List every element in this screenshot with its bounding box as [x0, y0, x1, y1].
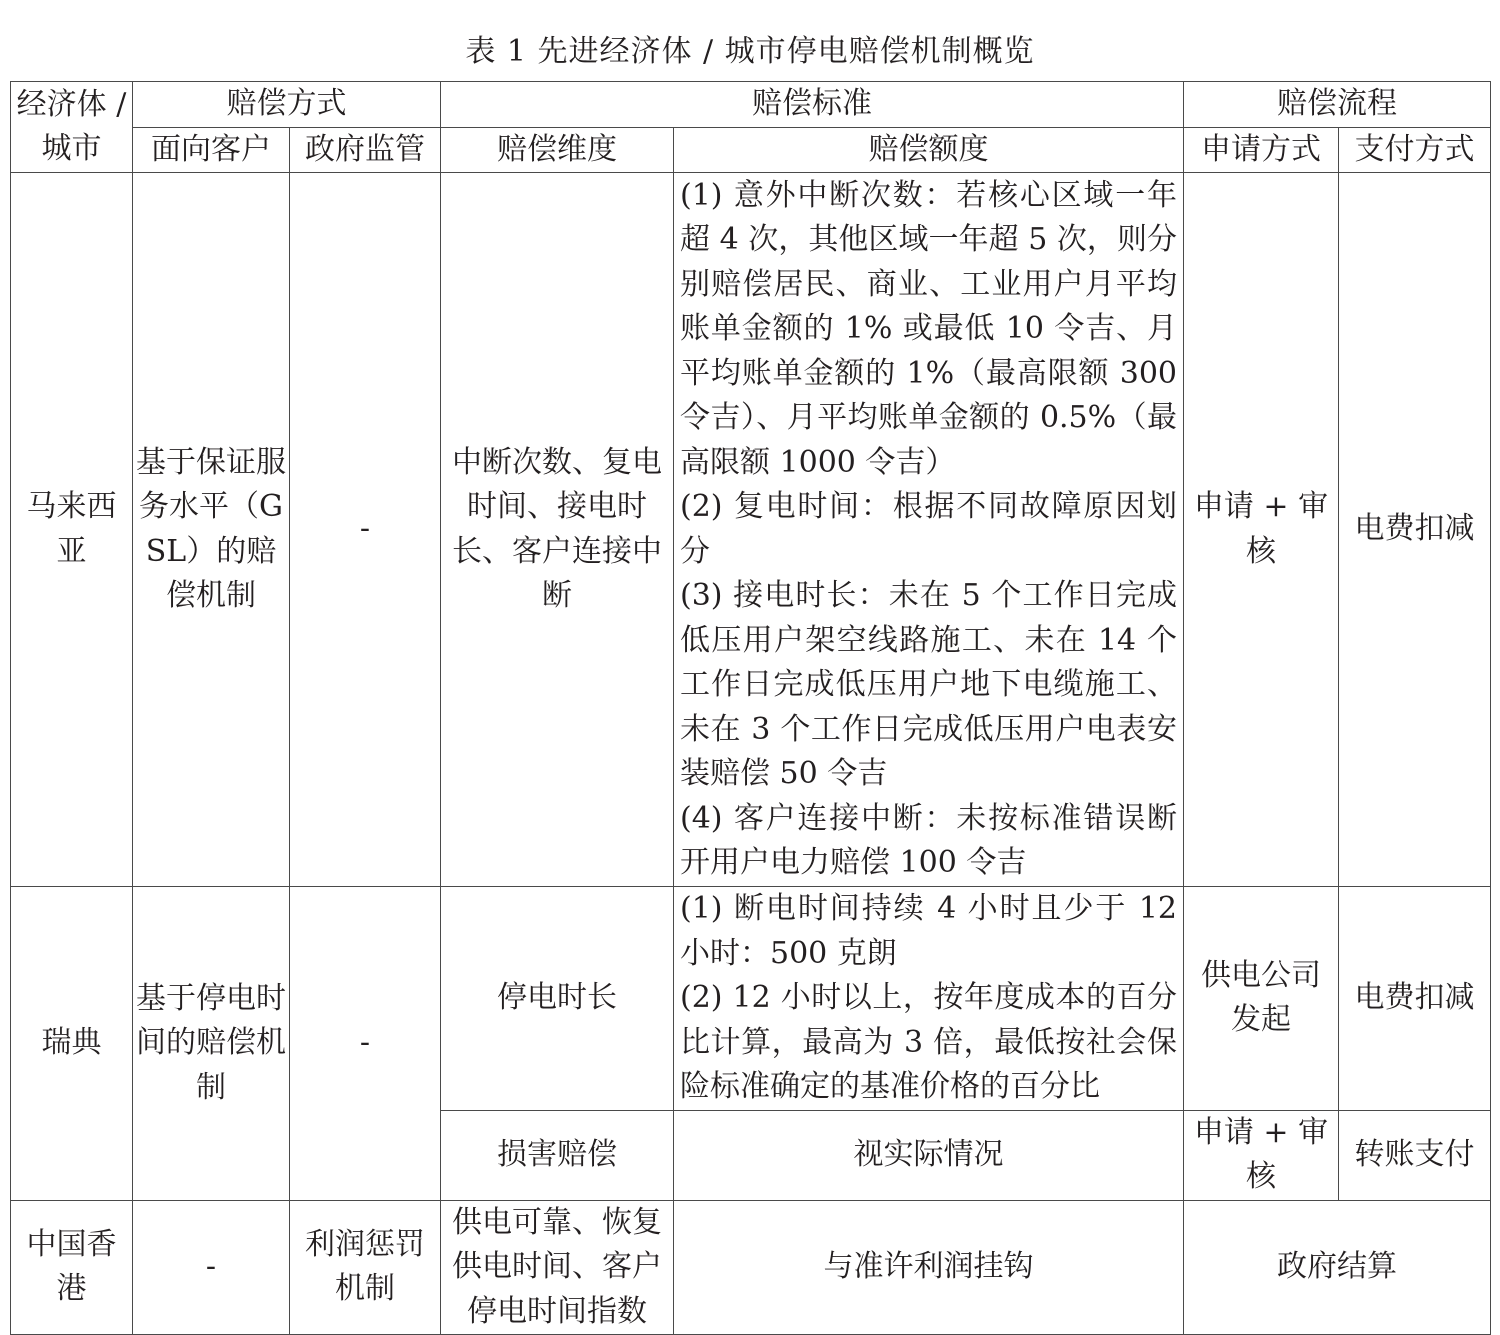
- header-process-pay: 支付方式: [1339, 127, 1491, 173]
- header-row-1: [11, 82, 1491, 128]
- cell-dimension: 损害赔偿: [441, 1110, 674, 1200]
- cell-gov: -: [290, 173, 441, 887]
- amount-item: (1) 断电时间持续 4 小时且少于 12 小时：500 克朗: [680, 891, 1177, 971]
- cell-apply: 申请 + 审核: [1184, 1110, 1339, 1200]
- cell-dimension: 中断次数、复电时间、接电时长、客户连接中断: [441, 173, 674, 887]
- cell-dimension: 供电可靠、恢复供电时间、客户停电时间指数: [441, 1200, 674, 1335]
- amount-item: (2) 复电时间：根据不同故障原因划分: [680, 489, 1177, 569]
- cell-apply: 申请 + 审核: [1184, 173, 1339, 887]
- cell-economy: 中国香港: [11, 1200, 133, 1335]
- header-method-customer: 面向客户: [133, 127, 290, 173]
- cell-economy: 瑞典: [11, 887, 133, 1201]
- cell-amount: [674, 173, 1184, 887]
- cell-amount: 与准许利润挂钩: [674, 1200, 1184, 1335]
- cell-process: 政府结算: [1184, 1200, 1491, 1335]
- amount-item: (2) 12 小时以上，按年度成本的百分比计算，最高为 3 倍，最低按社会保险标准确定的基准价格的百分比: [680, 980, 1177, 1104]
- amount-item: (3) 接电时长：未在 5 个工作日完成低压用户架空线路施工、未在 14 个工作日完成低压用户地下电缆施工、未在 3 个工作日完成低压用户电表安装赔偿 50 令吉: [680, 578, 1177, 791]
- header-process-group: 赔偿流程: [1184, 82, 1491, 128]
- cell-customer: 基于保证服务水平（GSL）的赔偿机制: [133, 173, 290, 887]
- compensation-table: [10, 81, 1491, 1335]
- header-method-group: 赔偿方式: [133, 82, 441, 128]
- cell-amount: 视实际情况: [674, 1110, 1184, 1200]
- header-process-apply: 申请方式: [1184, 127, 1339, 173]
- amount-item: (4) 客户连接中断：未按标准错误断开用户电力赔偿 100 令吉: [680, 800, 1177, 880]
- cell-amount: [674, 887, 1184, 1111]
- table-row-malaysia: [11, 173, 1491, 887]
- cell-pay: 电费扣减: [1339, 173, 1491, 887]
- cell-gov: -: [290, 887, 441, 1201]
- cell-apply: 供电公司发起: [1184, 887, 1339, 1111]
- header-method-gov: 政府监管: [290, 127, 441, 173]
- cell-customer: -: [133, 1200, 290, 1335]
- cell-gov: 利润惩罚机制: [290, 1200, 441, 1335]
- amount-item: (1) 意外中断次数：若核心区域一年超 4 次，其他区域一年超 5 次，则分别赔偿居民、商业、工业用户月平均账单金额的 1% 或最低 10 令吉、月平均账单金额的 1%（最高限额 300 令吉）、月平均账单金额的 0.5%（最高限额 1000 令吉）: [680, 177, 1177, 480]
- table-row-hongkong: [11, 1200, 1491, 1335]
- cell-customer: 基于停电时间的赔偿机制: [133, 887, 290, 1201]
- cell-pay: 转账支付: [1339, 1110, 1491, 1200]
- cell-dimension: 停电时长: [441, 887, 674, 1111]
- header-standard-dimension: 赔偿维度: [441, 127, 674, 173]
- table-caption: 表 1 先进经济体 / 城市停电赔偿机制概览: [465, 34, 1035, 69]
- table-row-sweden-1: [11, 887, 1491, 1111]
- header-standard-group: 赔偿标准: [441, 82, 1184, 128]
- header-row-2: [11, 127, 1491, 173]
- header-standard-amount: 赔偿额度: [674, 127, 1184, 173]
- cell-pay: 电费扣减: [1339, 887, 1491, 1111]
- cell-economy: 马来西亚: [11, 173, 133, 887]
- header-economy: 经济体 / 城市: [11, 82, 133, 173]
